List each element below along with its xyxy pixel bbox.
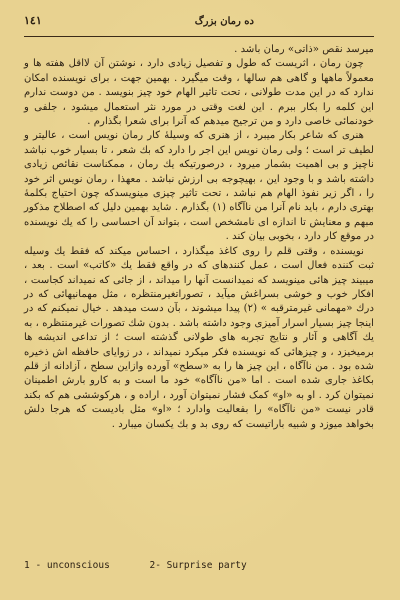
page-number: ١٤١ [24, 14, 42, 27]
paragraph: میرسد نقص «ذاتی» رمان باشد . [234, 44, 374, 55]
footnote: 2- Surprise party [149, 560, 247, 571]
page-header [24, 14, 374, 32]
paragraph: هنری که شاعر بکار میبرد ، از هنری که وسیلهٔ کار رمان نویس است ، عالیتر و لطیف تر است ؛ ولی رمان نویس این اجر را دارد که بك شعر ، تا بسیار خوب نباشد ناچیز و بی اهمیت بشمار میرود ، درصورتیکه یك رمان ، ممکناست نقائص زیادی داشته باشد و با وجود این ، بهیچوجه بی ارزش نباشد . معهذا ، رمان نویس اثر خود را ، اگر زیر نفوذ الهام هم نباشد ، تحت تاثیر چیزی مینویسدکه چون احتیاج بکلمهٔ بهتری دارم ، باید نام آنرا من ناآگاه (١) بگذارم . شاید بهمین دلیل که اصطلاح مذکور مبهم و معنایش تا اندازه ای نامشخص است ، بتواند آن احساسی را که یك نویسنده در موقع کار دارد ، بخوبی بیان کند . [24, 130, 374, 243]
running-title: ده رمان بزرگ [194, 16, 254, 27]
footnote: 1 - unconscious [24, 560, 110, 571]
paragraph: نویسنده ، وقتی قلم را روی کاغذ میگذارد ، احساس میکند که فقط یك وسیله ثبت کننده فعال است ، عمل کنندهای که در واقع فقط یك «کاتب» است . بعد ، میبیند چیز هائی مینویسد که نمیدانست آنها را میداند ، از جائی که نمیداند کجاست ، افکار خوب و خوشی بسراغش میآید ، تصوراتغیرمنتظره ، مثل مهمانیهائی که در درك «مهمانی غیرمترقبه » (٢) پیدا میشوند ، بآن دست میدهد . خیال نمیکنم که در اینجا چیز بسیار اسرار آمیزی وجود داشته باشد . بدون شك تصورات غیرمنتظره ، به یك آگاهی و آثار و نتایج تجربه های طولانی گذشته است ؛ از تداعی اندیشه ها برمیخیزد ، و چیزهائی که نویسنده فکر میکرد نمیداند ، در زوایای حافظه اش ذخیره شده بود . من ناآگاه ، این چیز ها را به «سطح» آورده وازاین سطح ، آزادانه از قلم بکاغذ جاری شده است . اما «من ناآگاه» خود ما است و به کارو بارش اطمینان نمیتوان کرد . او به «او» کمک فشار نمیتوان آورد ، اراده و ، هرکوششی هم که بکند قادر نیست «من ناآگاه» را بفعالیت وادارد ؛ «او» مثل بادیست که هرجا دلش بخواهد میوزد و شبیه باراتیست که روی بد و بك یکسان میبارد . [24, 245, 375, 430]
page-body [24, 43, 374, 432]
footnotes [24, 560, 374, 571]
paragraph: چون رمان ، اثریست که طول و تفصیل زیادی دارد ، نوشتن آن لااقل هفته ها و معمولاً ماهها و گاهی هم سالها ، وقت میگیرد . بهمین جهت ، برای نویسنده امکان ندارد که در این مدت طولانی ، تحت تاثیر الهام خود چیز بنویسد . من دوست ندارم این کلمه را بکار ببرم . این لغت وقتی در مورد نثر استعمال میشود ، جلفی و خودنمائی خاصی دارد و من ترجیح میدهم که آنرا برای شعرا بگذارم . [24, 58, 374, 128]
header-rule [24, 36, 374, 37]
